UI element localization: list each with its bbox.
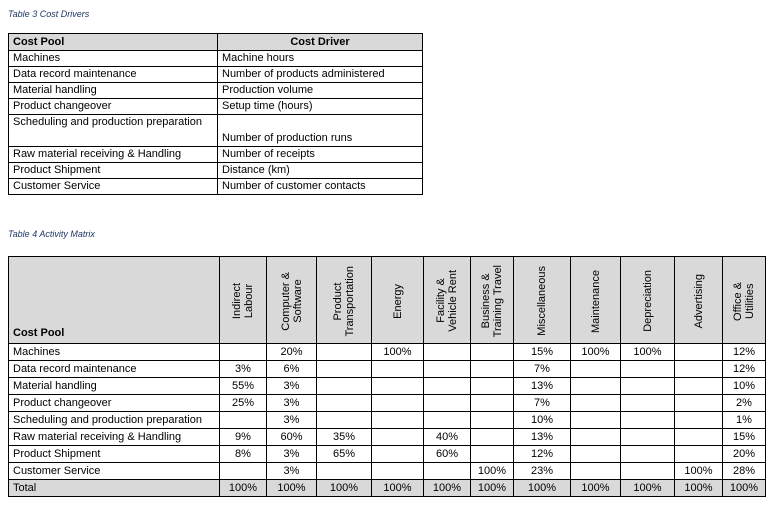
column-header (675, 257, 723, 344)
percentage-cell: 55% (220, 378, 267, 395)
percentage-cell (372, 412, 424, 429)
percentage-cell: 60% (267, 429, 317, 446)
percentage-cell (317, 463, 372, 480)
cost-pool-cell: Raw material receiving & Handling (9, 147, 218, 163)
percentage-cell: 28% (723, 463, 766, 480)
percentage-cell: 13% (514, 429, 571, 446)
cost-driver-cell: Number of customer contacts (218, 179, 423, 195)
percentage-cell (372, 429, 424, 446)
percentage-cell: 2% (723, 395, 766, 412)
column-header-label: Office & Utilities (732, 281, 756, 321)
percentage-cell (372, 446, 424, 463)
column-header (621, 257, 675, 344)
percentage-cell: 12% (723, 361, 766, 378)
cost-driver-cell: Number of products administered (218, 67, 423, 83)
percentage-cell (220, 412, 267, 429)
percentage-cell: 100% (471, 463, 514, 480)
percentage-cell: 3% (267, 446, 317, 463)
percentage-cell (471, 361, 514, 378)
percentage-cell: 100% (514, 480, 571, 497)
percentage-cell (675, 361, 723, 378)
column-header-label: Energy (391, 283, 404, 319)
percentage-cell (571, 361, 621, 378)
table-row (9, 463, 766, 480)
percentage-cell: 7% (514, 361, 571, 378)
percentage-cell: 100% (372, 480, 424, 497)
percentage-cell (471, 412, 514, 429)
table-row (9, 115, 423, 147)
table-row (9, 163, 423, 179)
cost-driver-cell: Number of production runs (218, 115, 423, 147)
cost-pool-cell: Product changeover (9, 395, 220, 412)
percentage-cell (621, 429, 675, 446)
percentage-cell: 100% (372, 344, 424, 361)
percentage-cell: 15% (723, 429, 766, 446)
percentage-cell (621, 446, 675, 463)
table-row (9, 412, 766, 429)
percentage-cell (571, 446, 621, 463)
column-header (571, 257, 621, 344)
table-row (9, 395, 766, 412)
percentage-cell (471, 429, 514, 446)
percentage-cell: 3% (267, 412, 317, 429)
percentage-cell (675, 412, 723, 429)
percentage-cell (571, 463, 621, 480)
column-header-label: Advertising (692, 273, 705, 329)
percentage-cell (317, 361, 372, 378)
column-header-label: Indirect Labour (231, 282, 255, 320)
column-header (267, 257, 317, 344)
percentage-cell: 1% (723, 412, 766, 429)
percentage-cell (571, 429, 621, 446)
percentage-cell: 7% (514, 395, 571, 412)
percentage-cell: 15% (514, 344, 571, 361)
percentage-cell: 20% (723, 446, 766, 463)
table-row (9, 446, 766, 463)
percentage-cell (621, 395, 675, 412)
column-header-label: Product Transportation (332, 265, 356, 337)
percentage-cell (424, 344, 471, 361)
table-row (9, 429, 766, 446)
percentage-cell: 100% (571, 480, 621, 497)
cost-pool-cell: Data record maintenance (9, 361, 220, 378)
percentage-cell (317, 378, 372, 395)
table-row (9, 99, 423, 115)
cost-driver-cell: Setup time (hours) (218, 99, 423, 115)
header-cost-driver: Cost Driver (218, 34, 423, 51)
percentage-cell (424, 395, 471, 412)
header-row (9, 257, 766, 344)
percentage-cell: 20% (267, 344, 317, 361)
column-header-label: Business & Training Travel (480, 264, 504, 338)
percentage-cell (424, 378, 471, 395)
percentage-cell: 3% (267, 395, 317, 412)
percentage-cell (372, 395, 424, 412)
percentage-cell: 8% (220, 446, 267, 463)
percentage-cell (621, 412, 675, 429)
percentage-cell: 100% (723, 480, 766, 497)
table-row (9, 67, 423, 83)
percentage-cell (317, 412, 372, 429)
percentage-cell (471, 395, 514, 412)
table-row (9, 378, 766, 395)
percentage-cell: 100% (621, 480, 675, 497)
table3-caption: Table 3 Cost Drivers (8, 9, 90, 19)
column-header (471, 257, 514, 344)
table-row (9, 147, 423, 163)
percentage-cell (317, 395, 372, 412)
percentage-cell (471, 446, 514, 463)
percentage-cell: 25% (220, 395, 267, 412)
percentage-cell (675, 446, 723, 463)
cost-pool-cell: Machines (9, 344, 220, 361)
percentage-cell (675, 429, 723, 446)
percentage-cell (424, 463, 471, 480)
percentage-cell: 6% (267, 361, 317, 378)
percentage-cell (621, 361, 675, 378)
cost-driver-cell: Machine hours (218, 51, 423, 67)
cost-pool-cell: Product Shipment (9, 163, 218, 179)
header-cost-pool: Cost Pool (9, 34, 218, 51)
percentage-cell (675, 378, 723, 395)
percentage-cell: 40% (424, 429, 471, 446)
percentage-cell: 100% (317, 480, 372, 497)
total-row (9, 480, 766, 497)
cost-drivers-table (8, 33, 423, 195)
table-row (9, 344, 766, 361)
percentage-cell (675, 344, 723, 361)
percentage-cell: 12% (514, 446, 571, 463)
percentage-cell: 100% (424, 480, 471, 497)
percentage-cell: 60% (424, 446, 471, 463)
table-row (9, 51, 423, 67)
column-header (424, 257, 471, 344)
percentage-cell: 10% (514, 412, 571, 429)
cost-pool-cell: Machines (9, 51, 218, 67)
percentage-cell: 100% (220, 480, 267, 497)
header-cost-pool: Cost Pool (9, 257, 220, 344)
percentage-cell (372, 463, 424, 480)
percentage-cell (317, 344, 372, 361)
column-header (372, 257, 424, 344)
percentage-cell: 3% (267, 463, 317, 480)
cost-pool-cell: Scheduling and production preparation (9, 412, 220, 429)
cost-pool-cell: Customer Service (9, 463, 220, 480)
percentage-cell (621, 378, 675, 395)
column-header-label: Computer & Software (279, 271, 304, 331)
column-header-label: Depreciation (641, 270, 654, 332)
percentage-cell: 100% (675, 480, 723, 497)
percentage-cell (571, 395, 621, 412)
column-header (317, 257, 372, 344)
table-row (9, 83, 423, 99)
percentage-cell: 9% (220, 429, 267, 446)
percentage-cell (471, 344, 514, 361)
percentage-cell (372, 378, 424, 395)
percentage-cell: 100% (621, 344, 675, 361)
percentage-cell (571, 378, 621, 395)
column-header-label: Facility & Vehicle Rent (435, 270, 459, 332)
cost-pool-cell: Product changeover (9, 99, 218, 115)
percentage-cell (621, 463, 675, 480)
cost-driver-cell: Distance (km) (218, 163, 423, 179)
activity-matrix-table (8, 256, 766, 497)
column-header (514, 257, 571, 344)
column-header-label: Miscellaneous (536, 266, 548, 336)
table-row (9, 179, 423, 195)
column-header (220, 257, 267, 344)
percentage-cell: 65% (317, 446, 372, 463)
percentage-cell (675, 395, 723, 412)
percentage-cell (220, 463, 267, 480)
column-header-label: Maintenance (589, 269, 602, 333)
cost-pool-cell: Raw material receiving & Handling (9, 429, 220, 446)
percentage-cell (471, 378, 514, 395)
percentage-cell (571, 412, 621, 429)
percentage-cell: 100% (471, 480, 514, 497)
percentage-cell: 3% (220, 361, 267, 378)
table-row (9, 361, 766, 378)
percentage-cell: 23% (514, 463, 571, 480)
percentage-cell (424, 412, 471, 429)
percentage-cell (372, 361, 424, 378)
cost-pool-cell: Data record maintenance (9, 67, 218, 83)
percentage-cell: 100% (267, 480, 317, 497)
table4-caption: Table 4 Activity Matrix (8, 229, 95, 239)
percentage-cell: 10% (723, 378, 766, 395)
cost-driver-cell: Number of receipts (218, 147, 423, 163)
cost-pool-cell: Material handling (9, 83, 218, 99)
percentage-cell (424, 361, 471, 378)
column-header (723, 257, 766, 344)
percentage-cell: 35% (317, 429, 372, 446)
cost-pool-cell: Customer Service (9, 179, 218, 195)
cost-pool-cell: Material handling (9, 378, 220, 395)
percentage-cell: 100% (571, 344, 621, 361)
cost-driver-cell: Production volume (218, 83, 423, 99)
cost-pool-cell: Total (9, 480, 220, 497)
percentage-cell: 3% (267, 378, 317, 395)
percentage-cell: 13% (514, 378, 571, 395)
percentage-cell: 12% (723, 344, 766, 361)
cost-pool-cell: Scheduling and production preparation (9, 115, 218, 147)
cost-pool-cell: Product Shipment (9, 446, 220, 463)
percentage-cell (220, 344, 267, 361)
percentage-cell: 100% (675, 463, 723, 480)
